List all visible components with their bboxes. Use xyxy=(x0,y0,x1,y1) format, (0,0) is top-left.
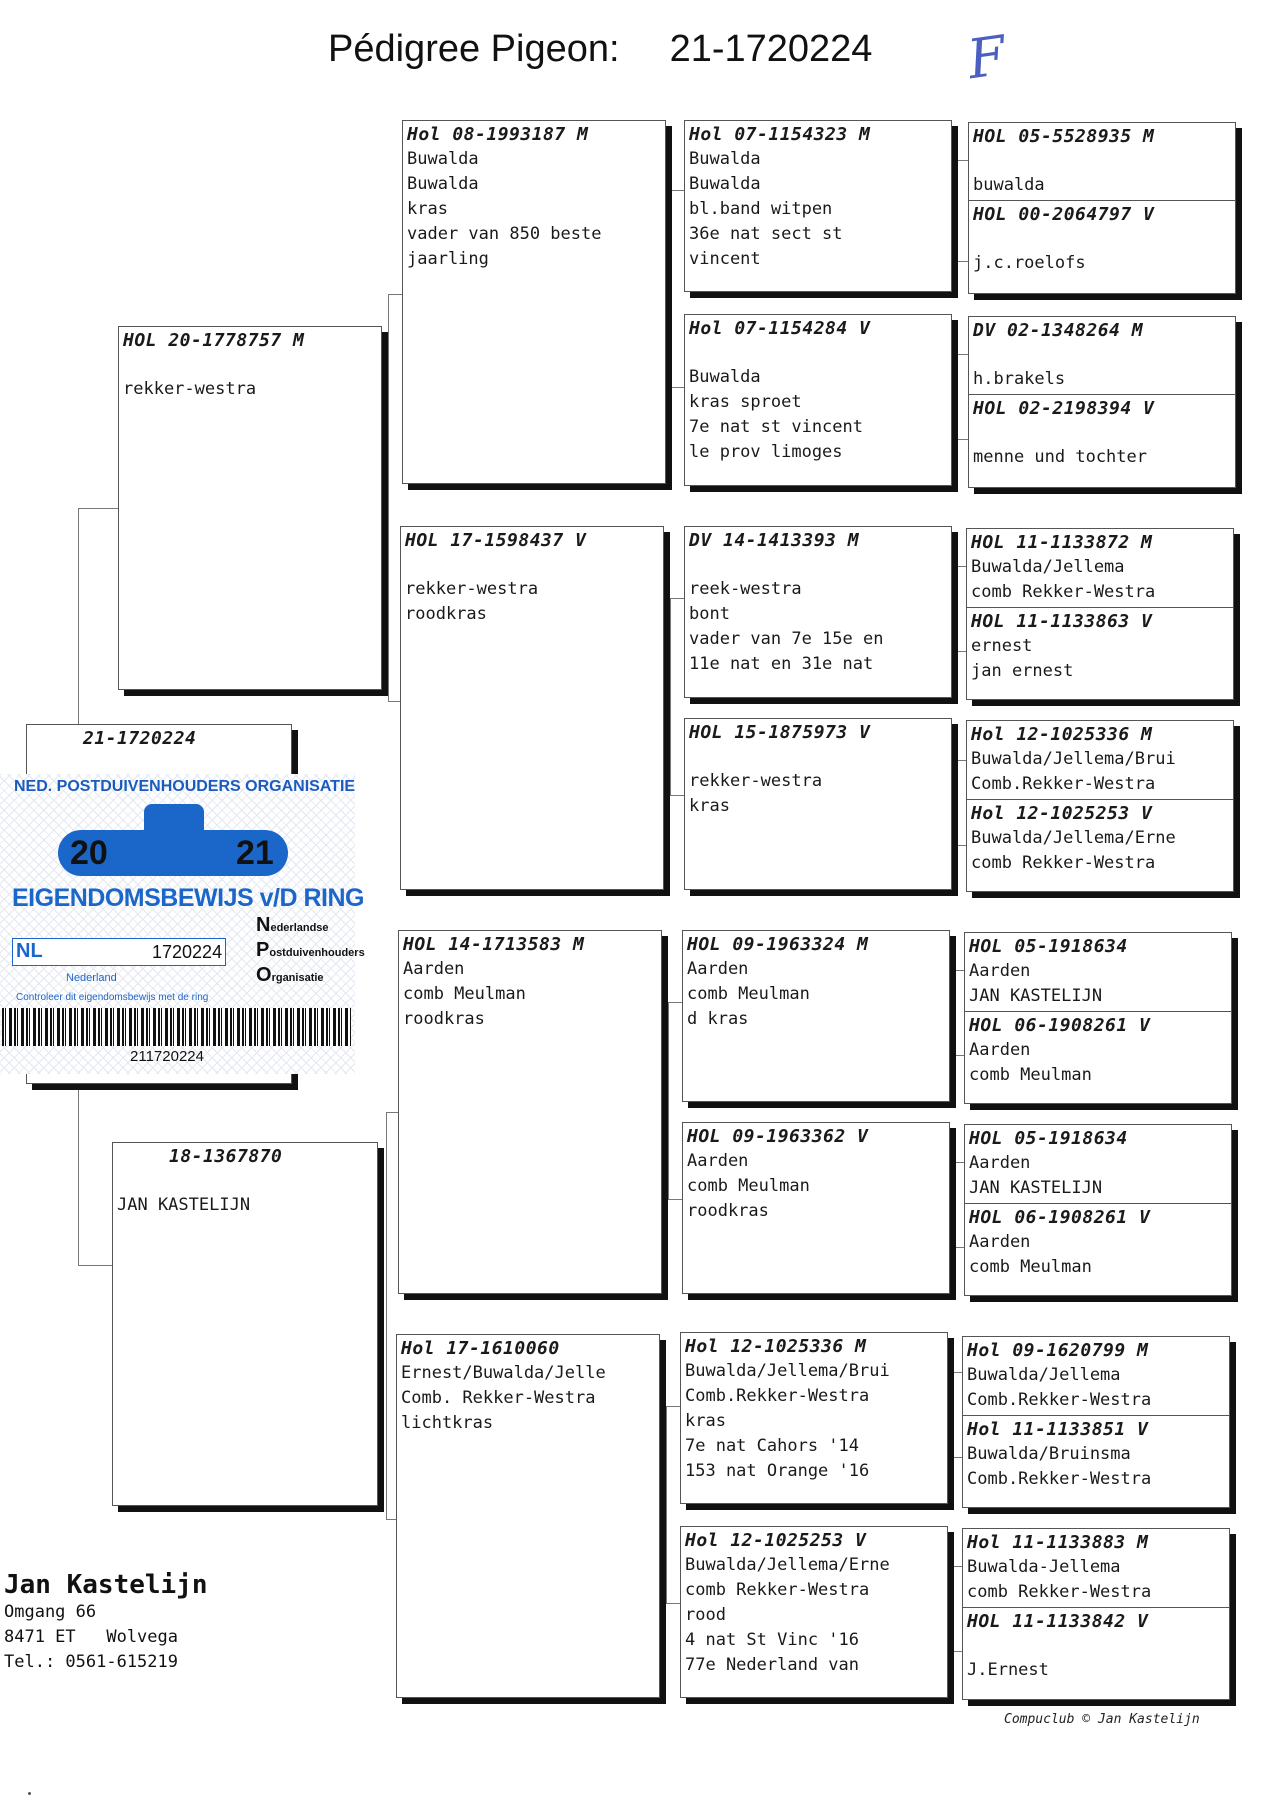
g4-sire-line: Aarden xyxy=(969,961,1031,981)
great-grandparent-line: rood xyxy=(685,1605,726,1625)
great-grandparent-ring: HOL 09-1963362 V xyxy=(687,1126,869,1147)
grandparent-line: Buwalda xyxy=(407,149,479,169)
great-grandparent-line: vincent xyxy=(689,249,761,269)
g4-pair-box xyxy=(968,316,1236,488)
grandparent-line: comb Meulman xyxy=(403,984,526,1004)
grandparent-box xyxy=(400,526,664,890)
sire-box xyxy=(118,326,382,690)
g4-dam-ring: HOL 11-1133842 V xyxy=(967,1611,1149,1632)
g4-dam-ring: Hol 12-1025253 V xyxy=(971,803,1153,824)
great-grandparent-line: 153 nat Orange '16 xyxy=(685,1461,870,1481)
g4-sire-line: Aarden xyxy=(969,1153,1031,1173)
g4-pair-box xyxy=(962,1336,1230,1508)
lion-crest-icon xyxy=(144,804,204,874)
g4-pair-box xyxy=(968,122,1236,294)
grandparent-box xyxy=(402,120,666,484)
g4-dam-ring: HOL 02-2198394 V xyxy=(973,398,1155,419)
great-grandparent-line: vader van 7e 15e en xyxy=(689,629,884,649)
certificate-year-left: 20 xyxy=(70,834,108,872)
grandparent-line: Buwalda xyxy=(407,174,479,194)
g4-dam-line: jan ernest xyxy=(971,661,1074,681)
great-grandparent-ring: Hol 12-1025336 M xyxy=(685,1336,867,1357)
great-grandparent-line: bont xyxy=(689,604,730,624)
great-grandparent-ring: DV 14-1413393 M xyxy=(689,530,860,551)
certificate-small-text: Nederland xyxy=(66,972,117,984)
dam-line: JAN KASTELIJN xyxy=(117,1195,251,1215)
g4-sire-line: Buwalda/Jellema xyxy=(967,1365,1121,1385)
g4-dam-line: J.Ernest xyxy=(967,1660,1049,1680)
sire-line: rekker-westra xyxy=(123,379,257,399)
great-grandparent-line: Buwalda xyxy=(689,174,761,194)
g4-sire-ring: HOL 05-1918634 xyxy=(969,936,1128,957)
grandparent-ring: HOL 17-1598437 V xyxy=(405,530,587,551)
grandparent-ring: HOL 14-1713583 M xyxy=(403,934,585,955)
handwritten-mark: F xyxy=(963,23,1010,92)
g4-sire-ring: Hol 09-1620799 M xyxy=(967,1340,1149,1361)
grandparent-box xyxy=(396,1334,660,1698)
grandparent-line: Comb. Rekker-Westra xyxy=(401,1388,596,1408)
g4-dam-line: Buwalda/Jellema/Erne xyxy=(971,828,1176,848)
g4-sire-ring: HOL 11-1133872 M xyxy=(971,532,1153,553)
g4-sire-line: comb Rekker-Westra xyxy=(967,1582,1152,1602)
great-grandparent-line: reek-westra xyxy=(689,579,802,599)
breeder-info xyxy=(4,1570,208,1675)
great-grandparent-ring: Hol 07-1154323 M xyxy=(689,124,871,145)
g4-dam-ring: Hol 11-1133851 V xyxy=(967,1419,1149,1440)
g4-dam-line: Buwalda/Bruinsma xyxy=(967,1444,1131,1464)
g4-dam-ring: HOL 06-1908261 V xyxy=(969,1015,1151,1036)
grandparent-box xyxy=(398,930,662,1294)
great-grandparent-line: kras xyxy=(689,796,730,816)
connector-gp-0 xyxy=(670,190,685,388)
g4-sire-line: h.brakels xyxy=(973,369,1066,389)
page-title xyxy=(328,28,872,71)
great-grandparent-box xyxy=(684,718,952,890)
footer-credit: Compuclub © Jan Kastelijn xyxy=(1004,1712,1200,1727)
certificate-country: NL xyxy=(16,940,43,962)
dam-ring: 18-1367870 xyxy=(169,1146,283,1167)
sire-ring: HOL 20-1778757 M xyxy=(123,330,305,351)
g4-sire-ring: Hol 12-1025336 M xyxy=(971,724,1153,745)
great-grandparent-line: le prov limoges xyxy=(689,442,843,462)
g4-sire-ring: DV 02-1348264 M xyxy=(973,320,1144,341)
g4-sire-line: Buwalda-Jellema xyxy=(967,1557,1121,1577)
great-grandparent-line: 7e nat Cahors '14 xyxy=(685,1436,859,1456)
g4-sire-ring: Hol 11-1133883 M xyxy=(967,1532,1149,1553)
g4-sire-ring: HOL 05-1918634 xyxy=(969,1128,1128,1149)
great-grandparent-line: kras xyxy=(685,1411,726,1431)
ownership-certificate xyxy=(0,774,365,1074)
g4-sire-line: comb Rekker-Westra xyxy=(971,582,1156,602)
g4-dam-line: comb Rekker-Westra xyxy=(971,853,1156,873)
title-ring-number: 21-1720224 xyxy=(669,28,873,70)
grandparent-line: jaarling xyxy=(407,249,489,269)
title-label: Pédigree Pigeon: xyxy=(328,28,620,70)
g4-pair-box xyxy=(964,932,1232,1104)
great-grandparent-line: comb Meulman xyxy=(687,1176,810,1196)
g4-dam-ring: HOL 11-1133863 V xyxy=(971,611,1153,632)
great-grandparent-line: Buwalda xyxy=(689,149,761,169)
great-grandparent-line: 77e Nederland van xyxy=(685,1655,859,1675)
great-grandparent-box xyxy=(684,120,952,292)
great-grandparent-line: 36e nat sect st xyxy=(689,224,843,244)
grandparent-ring: Hol 17-1610060 xyxy=(401,1338,560,1359)
great-grandparent-box xyxy=(680,1332,948,1504)
certificate-npo-logo xyxy=(256,914,365,989)
barcode-number: 211720224 xyxy=(130,1048,204,1065)
g4-sire-line: Buwalda/Jellema xyxy=(971,557,1125,577)
g4-dam-line: Aarden xyxy=(969,1040,1031,1060)
npo-line: ostduivenhouders xyxy=(269,947,365,959)
npo-line: ederlandse xyxy=(270,922,329,934)
g4-pair-box xyxy=(966,720,1234,892)
great-grandparent-line: Buwalda xyxy=(689,367,761,387)
great-grandparent-ring: HOL 09-1963324 M xyxy=(687,934,869,955)
connector-gp-1 xyxy=(670,598,685,796)
great-grandparent-line: Buwalda/Jellema/Erne xyxy=(685,1555,890,1575)
barcode xyxy=(2,1008,351,1046)
subject-ring: 21-1720224 xyxy=(83,728,197,749)
breeder-street: Omgang 66 xyxy=(4,1602,97,1622)
g4-dam-ring: HOL 00-2064797 V xyxy=(973,204,1155,225)
npo-letter: P xyxy=(256,939,270,961)
great-grandparent-box xyxy=(684,526,952,698)
breeder-phone: Tel.: 0561-615219 xyxy=(4,1652,178,1672)
great-grandparent-line: d kras xyxy=(687,1009,749,1029)
g4-dam-line: j.c.roelofs xyxy=(973,253,1086,273)
great-grandparent-line: Buwalda/Jellema/Brui xyxy=(685,1361,890,1381)
g4-sire-line: Buwalda/Jellema/Brui xyxy=(971,749,1176,769)
scan-speck xyxy=(28,1792,31,1795)
certificate-title: EIGENDOMSBEWIJS v/D RING xyxy=(12,884,364,912)
g4-dam-line: comb Meulman xyxy=(969,1257,1092,1277)
certificate-org: NED. POSTDUIVENHOUDERS ORGANISATIE xyxy=(14,778,356,795)
grandparent-line: roodkras xyxy=(405,604,487,624)
great-grandparent-line: 7e nat st vincent xyxy=(689,417,863,437)
great-grandparent-line: Aarden xyxy=(687,1151,749,1171)
grandparent-line: rekker-westra xyxy=(405,579,539,599)
grandparent-line: roodkras xyxy=(403,1009,485,1029)
great-grandparent-box xyxy=(684,314,952,486)
g4-dam-line: menne und tochter xyxy=(973,447,1147,467)
grandparent-line: Ernest/Buwalda/Jelle xyxy=(401,1363,606,1383)
great-grandparent-box xyxy=(682,930,950,1102)
breeder-name: Jan Kastelijn xyxy=(4,1570,208,1600)
great-grandparent-box xyxy=(680,1526,948,1698)
g4-sire-ring: HOL 05-5528935 M xyxy=(973,126,1155,147)
g4-dam-line: comb Meulman xyxy=(969,1065,1092,1085)
g4-sire-line: JAN KASTELIJN xyxy=(969,1178,1103,1198)
certificate-control-text: Controleer dit eigendomsbewijs met de ring xyxy=(16,992,209,1003)
g4-sire-line: buwalda xyxy=(973,175,1045,195)
great-grandparent-line: roodkras xyxy=(687,1201,769,1221)
grandparent-ring: Hol 08-1993187 M xyxy=(407,124,589,145)
great-grandparent-box xyxy=(682,1122,950,1294)
g4-dam-line: ernest xyxy=(971,636,1033,656)
certificate-ring-number: 1720224 xyxy=(152,942,223,962)
certificate-year-right: 21 xyxy=(236,834,274,872)
great-grandparent-line: Comb.Rekker-Westra xyxy=(685,1386,870,1406)
great-grandparent-ring: Hol 12-1025253 V xyxy=(685,1530,867,1551)
g4-pair-box xyxy=(966,528,1234,700)
great-grandparent-line: comb Rekker-Westra xyxy=(685,1580,870,1600)
npo-line: rganisatie xyxy=(271,972,324,984)
g4-sire-line: Comb.Rekker-Westra xyxy=(967,1390,1152,1410)
g4-pair-box xyxy=(964,1124,1232,1296)
great-grandparent-line: 11e nat en 31e nat xyxy=(689,654,874,674)
grandparent-line: Aarden xyxy=(403,959,465,979)
npo-letter: N xyxy=(256,914,271,936)
great-grandparent-line: comb Meulman xyxy=(687,984,810,1004)
great-grandparent-line: Aarden xyxy=(687,959,749,979)
breeder-city: 8471 ET Wolvega xyxy=(4,1627,178,1647)
dam-box xyxy=(112,1142,378,1506)
g4-sire-line: JAN KASTELIJN xyxy=(969,986,1103,1006)
g4-dam-line: Aarden xyxy=(969,1232,1031,1252)
g4-pair-box xyxy=(962,1528,1230,1700)
great-grandparent-line: rekker-westra xyxy=(689,771,823,791)
great-grandparent-line: 4 nat St Vinc '16 xyxy=(685,1630,859,1650)
connector-gp-3 xyxy=(666,1406,681,1604)
great-grandparent-ring: Hol 07-1154284 V xyxy=(689,318,871,339)
g4-sire-line: Comb.Rekker-Westra xyxy=(971,774,1156,794)
great-grandparent-line: bl.band witpen xyxy=(689,199,833,219)
great-grandparent-ring: HOL 15-1875973 V xyxy=(689,722,871,743)
connector-gp-2 xyxy=(668,1002,683,1200)
grandparent-line: lichtkras xyxy=(401,1413,494,1433)
grandparent-line: vader van 850 beste xyxy=(407,224,602,244)
g4-dam-line: Comb.Rekker-Westra xyxy=(967,1469,1152,1489)
grandparent-line: kras xyxy=(407,199,448,219)
g4-dam-ring: HOL 06-1908261 V xyxy=(969,1207,1151,1228)
npo-letter: O xyxy=(256,964,272,986)
great-grandparent-line: kras sproet xyxy=(689,392,802,412)
